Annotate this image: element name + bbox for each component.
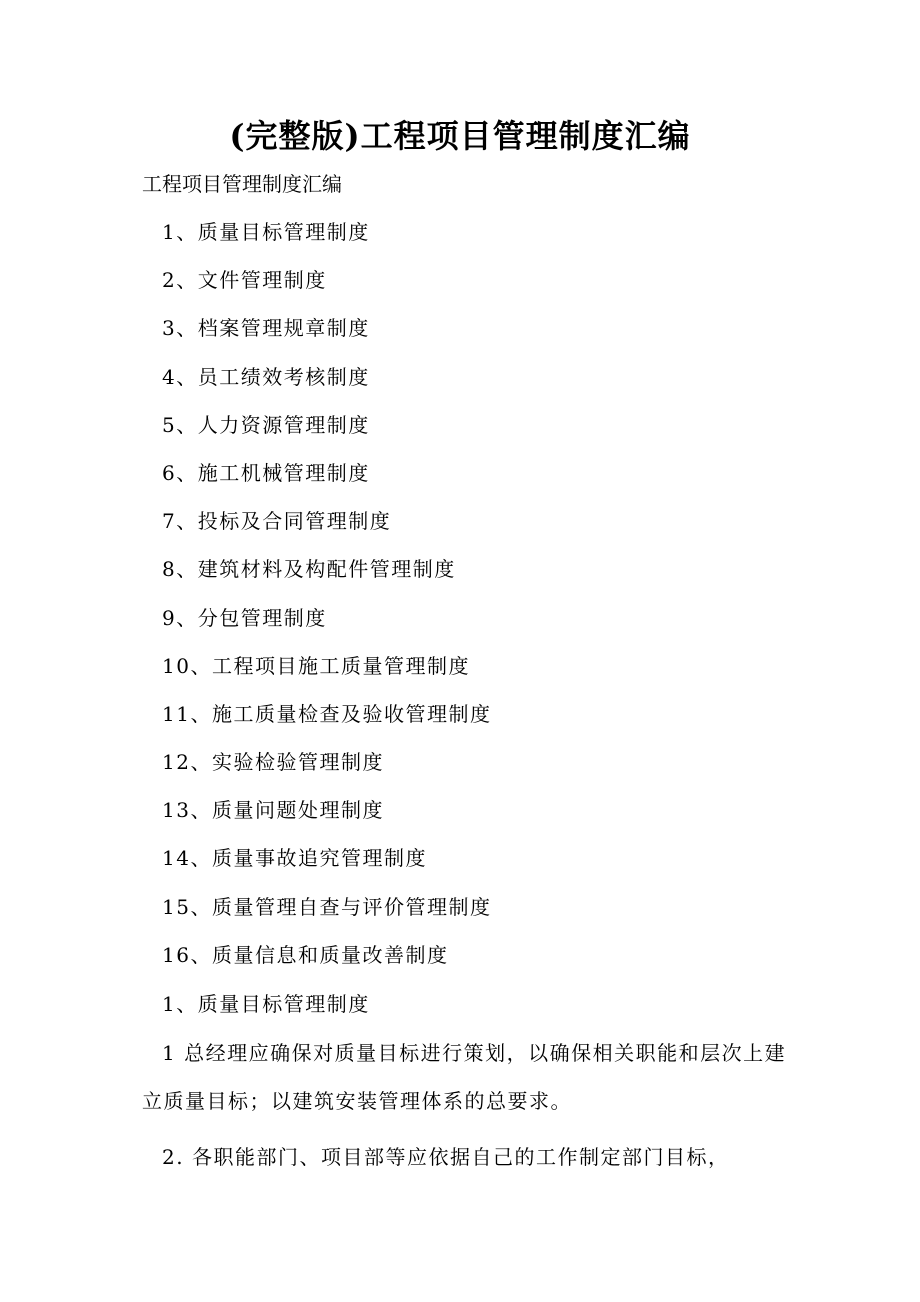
toc-item: 9、分包管理制度 [162, 605, 327, 630]
toc-item: 7、投标及合同管理制度 [162, 509, 392, 534]
body-paragraph: 1 总经理应确保对质量目标进行策划，以确保相关职能和层次上建立质量目标；以建筑安装管理体系的总要求。 [142, 1041, 787, 1113]
toc-item: 15、质量管理自查与评价管理制度 [162, 894, 492, 919]
toc-item: 8、建筑材料及构配件管理制度 [162, 557, 456, 582]
toc-item: 14、质量事故追究管理制度 [162, 846, 427, 871]
toc-item: 10、工程项目施工质量管理制度 [162, 653, 470, 678]
toc-item: 1、质量目标管理制度 [162, 220, 370, 244]
document-subtitle: 工程项目管理制度汇编 [142, 172, 342, 196]
toc-item: 3、档案管理规章制度 [162, 316, 370, 341]
document-title: (完整版)工程项目管理制度汇编 [229, 117, 691, 155]
section-heading: 1、质量目标管理制度 [162, 992, 370, 1016]
toc-item: 11、施工质量检查及验收管理制度 [162, 701, 492, 726]
toc-item: 4、员工绩效考核制度 [162, 364, 370, 389]
toc-item: 2、文件管理制度 [162, 268, 327, 293]
toc-item: 12、实验检验管理制度 [162, 750, 384, 775]
toc-item: 13、质量问题处理制度 [162, 798, 384, 823]
toc-item: 6、施工机械管理制度 [162, 460, 370, 485]
toc-item: 16、质量信息和质量改善制度 [162, 942, 449, 967]
table-of-contents [162, 216, 491, 987]
body-paragraph: 2. 各职能部门、项目部等应依据自己的工作制定部门目标， [162, 1145, 730, 1169]
toc-item: 5、人力资源管理制度 [162, 412, 370, 437]
